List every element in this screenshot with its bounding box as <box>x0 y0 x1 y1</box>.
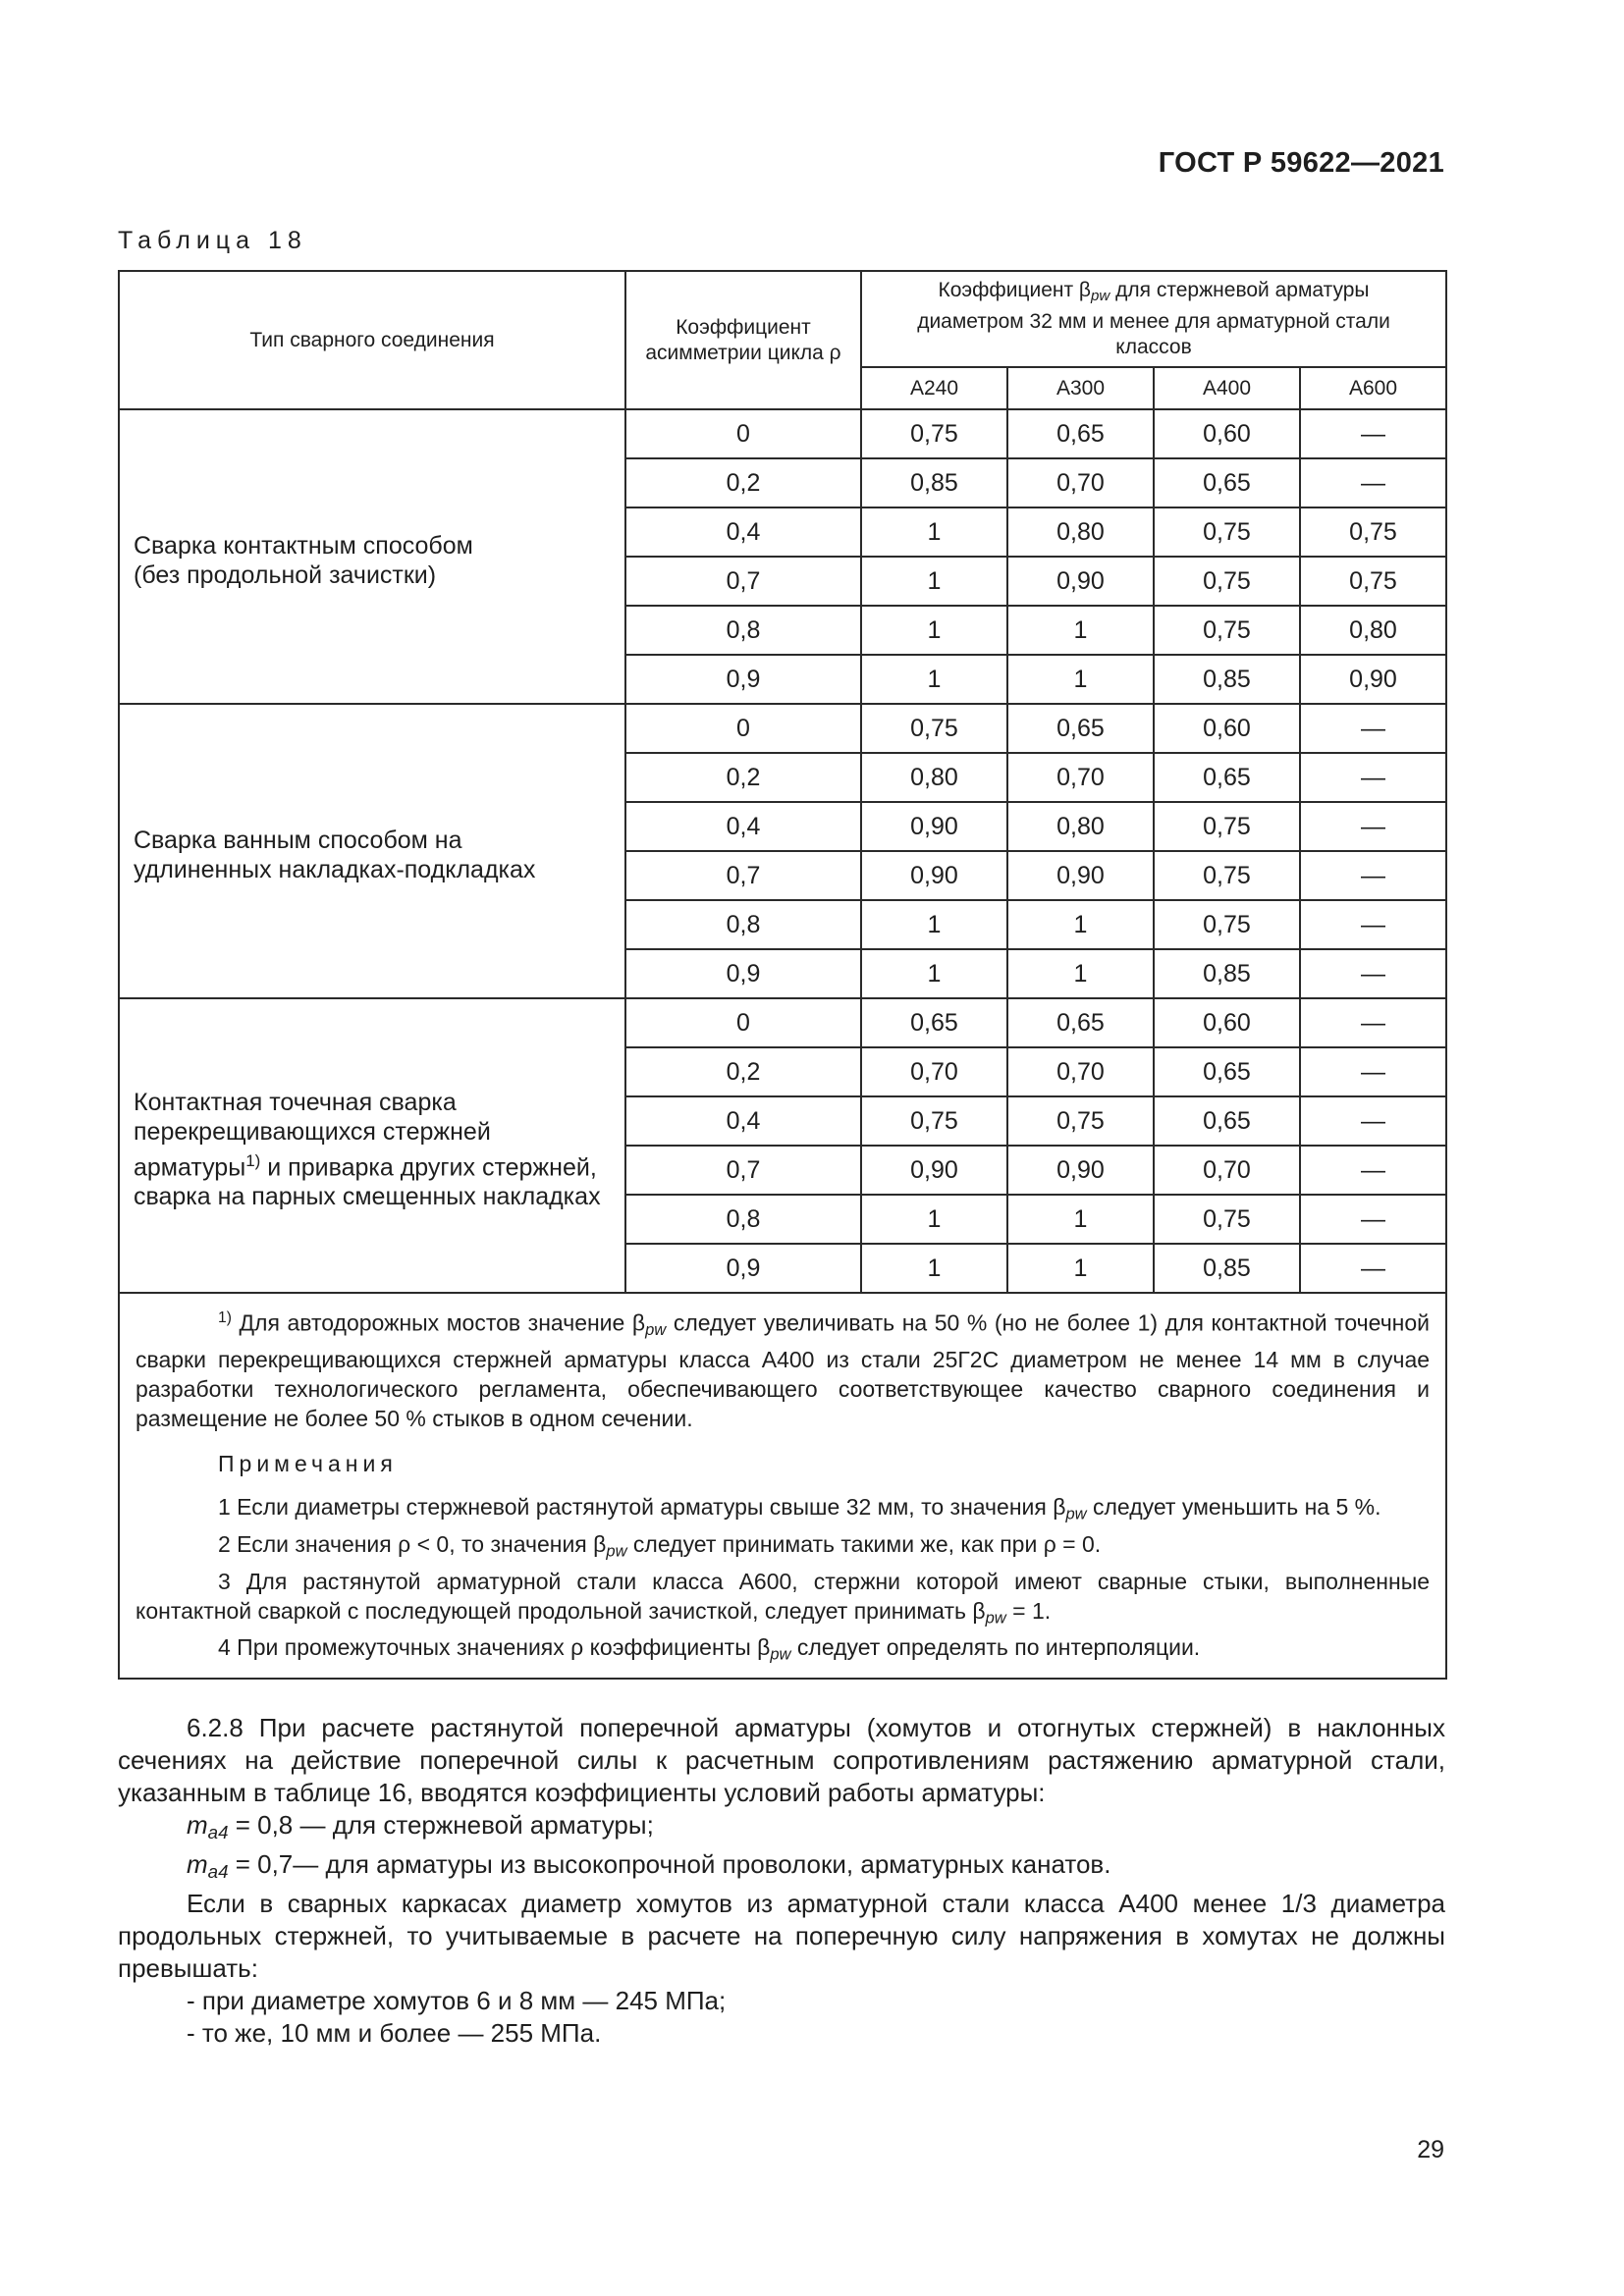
footnote: $^{1)}$ Для автодорожных мостов значение $\beta_{pw}$ следует увеличивать на 50 % (но не более 1) для контактной точечной сварки перекрещивающихся стержней арматуры класса А400 из стали 25Г2С диаметром не менее 14 мм в случае разработки технологического регламента, обеспечивающего соответствующее качество сварного соединения и размещение не более 50 % стыков в одном сечении. <box>135 1309 1431 1432</box>
table-row <box>119 998 1446 1047</box>
coefficient-cell: 0,60 <box>1154 998 1300 1047</box>
coefficient-cell: — <box>1300 458 1446 507</box>
coefficient-cell: 0,65 <box>1007 704 1154 753</box>
coef-ma4-wire: $m_{a4}$ = 0,7— для арматуры из высокопрочной проволоки, арматурных канатов. <box>187 1849 1111 1883</box>
coefficient-cell: 0,85 <box>861 458 1007 507</box>
list-item-6-8mm: - при диаметре хомутов 6 и 8 мм — 245 МПа; <box>187 1986 727 2016</box>
list-item-10mm: - то же, 10 мм и более — 255 МПа. <box>187 2018 602 2049</box>
coefficient-cell: 0,70 <box>1007 753 1154 802</box>
header-class-a300: А300 <box>1007 367 1154 409</box>
coefficient-cell: 0,90 <box>1007 851 1154 900</box>
weld-type-cell: Контактная точечная сварка перекрещивающихся стержней арматуры$^{1)}$ и приварка других стержней, сварка на парных смещенных накладках <box>119 998 625 1293</box>
coefficient-table <box>118 270 1447 1680</box>
coefficient-cell: 0,85 <box>1154 949 1300 998</box>
coefficient-cell: 1 <box>861 900 1007 949</box>
asymmetry-cell: 0,9 <box>625 1244 861 1293</box>
coefficient-cell: — <box>1300 1047 1446 1096</box>
coefficient-cell: 0,65 <box>1154 753 1300 802</box>
coefficient-cell: — <box>1300 998 1446 1047</box>
coefficient-cell: 0,65 <box>1154 1096 1300 1146</box>
coefficient-cell: 0,75 <box>861 1096 1007 1146</box>
asymmetry-cell: 0,2 <box>625 753 861 802</box>
coefficient-cell: 0,80 <box>1300 606 1446 655</box>
coefficient-cell: 0,75 <box>1300 507 1446 557</box>
asymmetry-cell: 0,7 <box>625 851 861 900</box>
coefficient-cell: 0,75 <box>1300 557 1446 606</box>
coefficient-cell: 1 <box>861 1244 1007 1293</box>
coefficient-cell: 1 <box>861 606 1007 655</box>
asymmetry-cell: 0,8 <box>625 900 861 949</box>
section-6-2-8 <box>118 1712 1445 2050</box>
header-class-a240: А240 <box>861 367 1007 409</box>
coefficient-cell: — <box>1300 1195 1446 1244</box>
note-3: 3 Для растянутой арматурной стали класса А600, стержни которой имеют сварные стыки, выполненные контактной сваркой с последующей продольной зачисткой, следует принимать $\beta_{pw} = 1$. <box>135 1568 1431 1628</box>
coefficient-cell: 0,85 <box>1154 655 1300 704</box>
coefficient-cell: 0,90 <box>861 851 1007 900</box>
coefficient-cell: — <box>1300 704 1446 753</box>
coefficient-cell: 0,65 <box>861 998 1007 1047</box>
coefficient-cell: — <box>1300 900 1446 949</box>
notes-heading: Примечания <box>218 1451 398 1477</box>
coefficient-cell: — <box>1300 949 1446 998</box>
coefficient-cell: 0,90 <box>1007 557 1154 606</box>
asymmetry-cell: 0,8 <box>625 606 861 655</box>
coefficient-cell: 0,65 <box>1007 409 1154 458</box>
coefficient-cell: 1 <box>1007 655 1154 704</box>
note-1: 1 Если диаметры стержневой растянутой арматуры свыше 32 мм, то значения $\beta_{pw}$ следует уменьшить на 5 %. <box>218 1494 1381 1524</box>
coefficient-cell: 0,75 <box>861 704 1007 753</box>
coefficient-cell: 0,90 <box>1300 655 1446 704</box>
coef-ma4-bar: $m_{a4} = 0,8$ — для стержневой арматуры; <box>187 1810 654 1843</box>
asymmetry-cell: 0,4 <box>625 802 861 851</box>
coefficient-cell: 0,65 <box>1007 998 1154 1047</box>
coefficient-cell: 0,75 <box>1154 557 1300 606</box>
coefficient-cell: 0,70 <box>1007 1047 1154 1096</box>
coefficient-cell: 1 <box>1007 1195 1154 1244</box>
asymmetry-cell: 0 <box>625 409 861 458</box>
header-class-a600: А600 <box>1300 367 1446 409</box>
coefficient-cell: 0,90 <box>861 1146 1007 1195</box>
coefficient-cell: 0,75 <box>1154 851 1300 900</box>
page-number: 29 <box>1417 2136 1444 2163</box>
asymmetry-cell: 0,7 <box>625 1146 861 1195</box>
header-coefficient: Коэффициент $\beta_{pw}$ для стержневой арматуры диаметром 32 мм и менее для арматурной стали классов <box>861 271 1446 367</box>
coefficient-cell: 0,70 <box>861 1047 1007 1096</box>
coefficient-cell: 1 <box>1007 606 1154 655</box>
coefficient-cell: 0,75 <box>1154 606 1300 655</box>
coefficient-cell: 0,75 <box>861 409 1007 458</box>
asymmetry-cell: 0,9 <box>625 949 861 998</box>
coefficient-cell: 0,60 <box>1154 409 1300 458</box>
coefficient-cell: 0,90 <box>861 802 1007 851</box>
coefficient-cell: — <box>1300 1244 1446 1293</box>
table-row <box>119 704 1446 753</box>
coefficient-cell: 1 <box>861 655 1007 704</box>
coefficient-cell: 0,75 <box>1007 1096 1154 1146</box>
coefficient-cell: 0,80 <box>1007 802 1154 851</box>
coefficient-cell: 0,70 <box>1154 1146 1300 1195</box>
coefficient-cell: 0,75 <box>1154 1195 1300 1244</box>
coefficient-cell: — <box>1300 409 1446 458</box>
coefficient-cell: 0,75 <box>1154 507 1300 557</box>
asymmetry-cell: 0,4 <box>625 507 861 557</box>
paragraph-stirrups: Если в сварных каркасах диаметр хомутов из арматурной стали класса А400 менее 1/3 диаметра продольных стержней, то учитываемые в расчете на поперечную силу напряжения в хомутах не должны превышать: <box>118 1889 1445 1984</box>
table-row <box>119 409 1446 458</box>
paragraph-6-2-8: 6.2.8 При расчете растянутой поперечной арматуры (хомутов и отогнутых стержней) в наклонных сечениях на действие поперечной силы к расчетным сопротивлениям растяжению арматурной стали, указанным в таблице 16, вводятся коэффициенты условий работы арматуры: <box>118 1713 1445 1807</box>
coefficient-cell: 1 <box>861 557 1007 606</box>
coefficient-cell: — <box>1300 802 1446 851</box>
coefficient-cell: — <box>1300 1146 1446 1195</box>
asymmetry-cell: 0,2 <box>625 458 861 507</box>
coefficient-cell: 1 <box>861 949 1007 998</box>
table-body <box>119 409 1446 1293</box>
coefficient-cell: — <box>1300 753 1446 802</box>
asymmetry-cell: 0,8 <box>625 1195 861 1244</box>
coefficient-cell: 0,75 <box>1154 802 1300 851</box>
header-weld-type: Тип сварного соединения <box>119 271 625 409</box>
standard-designation: ГОСТ Р 59622—2021 <box>1158 147 1444 179</box>
asymmetry-cell: 0,9 <box>625 655 861 704</box>
asymmetry-cell: 0,7 <box>625 557 861 606</box>
coefficient-cell: 1 <box>861 507 1007 557</box>
note-2: 2 Если значения ρ < 0, то значения $\beta_{pw}$ следует принимать такими же, как при ρ = 0. <box>218 1531 1102 1561</box>
weld-type-cell: Сварка контактным способом (без продольной зачистки) <box>119 409 625 704</box>
weld-type-cell: Сварка ванным способом на удлиненных накладках-подкладках <box>119 704 625 998</box>
coefficient-cell: 0,80 <box>861 753 1007 802</box>
coefficient-cell: 0,90 <box>1007 1146 1154 1195</box>
coefficient-cell: — <box>1300 851 1446 900</box>
asymmetry-cell: 0 <box>625 998 861 1047</box>
coefficient-cell: 1 <box>1007 949 1154 998</box>
coefficient-cell: 0,65 <box>1154 458 1300 507</box>
asymmetry-cell: 0,4 <box>625 1096 861 1146</box>
header-class-a400: А400 <box>1154 367 1300 409</box>
coefficient-cell: 0,75 <box>1154 900 1300 949</box>
coefficient-cell: 0,60 <box>1154 704 1300 753</box>
coefficient-cell: 0,65 <box>1154 1047 1300 1096</box>
coefficient-cell: 0,80 <box>1007 507 1154 557</box>
coefficient-cell: — <box>1300 1096 1446 1146</box>
coefficient-cell: 0,70 <box>1007 458 1154 507</box>
coefficient-cell: 1 <box>1007 900 1154 949</box>
asymmetry-cell: 0 <box>625 704 861 753</box>
coefficient-cell: 1 <box>1007 1244 1154 1293</box>
coefficient-cell: 1 <box>861 1195 1007 1244</box>
note-4: 4 При промежуточных значениях ρ коэффициенты $\beta_{pw}$ следует определять по интерполяции. <box>218 1634 1201 1664</box>
asymmetry-cell: 0,2 <box>625 1047 861 1096</box>
table-notes <box>119 1293 1446 1679</box>
table-caption: Таблица 18 <box>118 227 307 254</box>
coefficient-cell: 0,85 <box>1154 1244 1300 1293</box>
header-asymmetry: Коэффициент асимметрии цикла ρ <box>625 271 861 409</box>
